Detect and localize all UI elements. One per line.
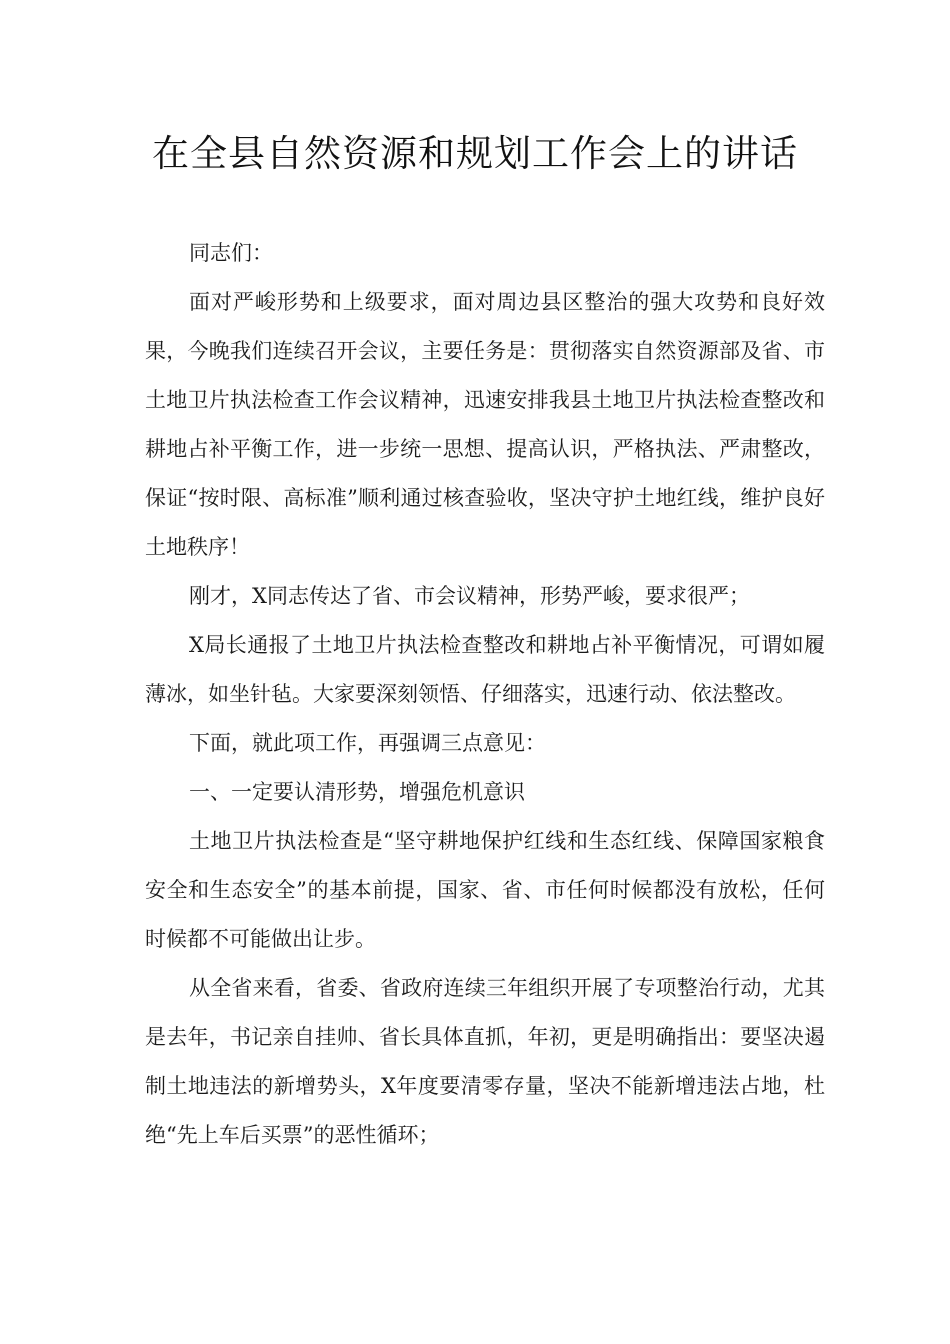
paragraph: 刚才，X同志传达了省、市会议精神，形势严峻，要求很严；: [189, 584, 750, 608]
section-heading: 一、一定要认清形势，增强危机意识: [189, 780, 525, 804]
paragraph: 下面，就此项工作，再强调三点意见：: [189, 731, 546, 755]
document-title: 在全县自然资源和规划工作会上的讲话: [152, 132, 798, 175]
document-body: [145, 229, 825, 1160]
paragraph: 面对严峻形势和上级要求，面对周边县区整治的强大攻势和良好效果，今晚我们连续召开会议，主要任务是：贯彻落实自然资源部及省、市土地卫片执法检查工作会议精神，迅速安排我县土地卫片执法检查整改和耕地占补平衡工作，进一步统一思想、提高认识，严格执法、严肃整改，保证“按时限、高标准”顺利通过核查验收，坚决守护土地红线，维护良好土地秩序！: [145, 290, 825, 559]
paragraph: X局长通报了土地卫片执法检查整改和耕地占补平衡情况，可谓如履薄冰，如坐针毡。大家要深刻领悟、仔细落实，迅速行动、依法整改。: [145, 633, 825, 706]
paragraph-salutation: 同志们：: [189, 241, 273, 265]
paragraph: 土地卫片执法检查是“坚守耕地保护红线和生态红线、保障国家粮食安全和生态安全”的基本前提，国家、省、市任何时候都没有放松，任何时候都不可能做出让步。: [145, 829, 825, 951]
paragraph: 从全省来看，省委、省政府连续三年组织开展了专项整治行动，尤其是去年，书记亲自挂帅、省长具体直抓，年初，更是明确指出：要坚决遏制土地违法的新增势头，X年度要清零存量，坚决不能新增违法占地，杜绝“先上车后买票”的恶性循环；: [145, 976, 825, 1147]
